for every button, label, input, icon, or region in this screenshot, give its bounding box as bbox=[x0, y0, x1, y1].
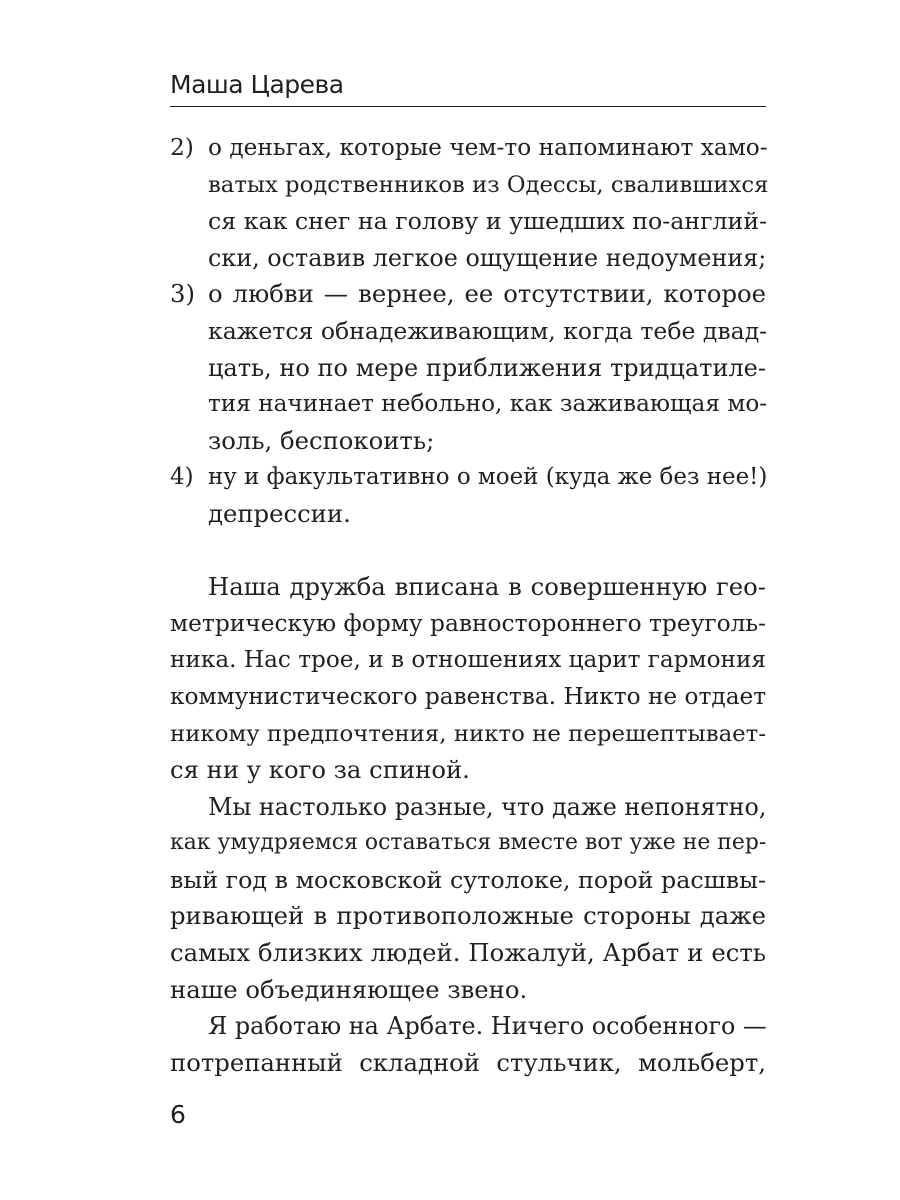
section-gap bbox=[170, 533, 766, 570]
running-header-author: Маша Царева bbox=[170, 70, 344, 99]
list-item-line: ну и факультативно о моей (куда же без нее!) bbox=[208, 464, 768, 491]
list-item bbox=[170, 130, 769, 276]
page-number: 6 bbox=[170, 1100, 186, 1129]
list-item-line: кажется обнадеживающим, когда тебе двад- bbox=[208, 316, 768, 345]
paragraph-line: Я работаю на Арбате. Ничего особенного — bbox=[208, 1012, 767, 1041]
paragraph-line: ся ни у кого за спиной. bbox=[170, 755, 470, 785]
list-item-line: ся как снег на голову и ушедших по-англий- bbox=[208, 207, 768, 236]
list-item-number: 2) bbox=[170, 134, 194, 161]
list-item-line: ватых родственников из Одессы, свалившихся bbox=[208, 171, 769, 198]
paragraph-line: потрепанный складной стульчик, мольберт, bbox=[170, 1047, 766, 1077]
paragraph-line: метрическую форму равностороннего треуголь- bbox=[170, 609, 766, 637]
list-item-line: ски, оставив легкое ощущение недоумения; bbox=[208, 243, 767, 272]
paragraph-line: Мы настолько разные, что даже непонятно, bbox=[208, 792, 767, 821]
list-item-line: цать, но по мере приближения тридцатиле- bbox=[208, 353, 766, 382]
list-item bbox=[170, 459, 766, 532]
paragraph bbox=[170, 569, 766, 789]
paragraph-line: ника. Нас трое, и в отношениях царит гармония bbox=[170, 646, 766, 674]
paragraph bbox=[170, 1008, 766, 1081]
paragraph-line: наше объединяющее звено. bbox=[170, 974, 528, 1004]
list-item bbox=[170, 276, 766, 459]
paragraph-line: ривающей в противоположные стороны даже bbox=[170, 901, 766, 931]
list-item-number: 3) bbox=[170, 279, 195, 309]
list-item-line: о любви — вернее, ее отсутствии, которое bbox=[208, 279, 766, 309]
list-item-line: о деньгах, которые чем-то напоминают хамо- bbox=[208, 134, 768, 161]
paragraph-line: самых близких людей. Пожалуй, Арбат и есть bbox=[170, 938, 766, 968]
paragraph-line: коммунистического равенства. Никто не отдает bbox=[170, 682, 767, 710]
paragraph-line: Наша дружба вписана в совершенную гео- bbox=[208, 572, 766, 602]
list-item-line: депрессии. bbox=[208, 498, 351, 528]
paragraph-line: как умудряемся оставаться вместе вот уже не пер- bbox=[170, 830, 767, 856]
paragraph bbox=[170, 789, 766, 1009]
header-rule bbox=[170, 106, 766, 107]
page-body bbox=[170, 130, 769, 1081]
paragraph-line: вый год в московской сутолоке, порой расшвы- bbox=[170, 865, 766, 894]
paragraph-line: никому предпочтения, никто не перешептывает- bbox=[170, 720, 767, 747]
list-item-line: тия начинает небольно, как заживающая мо- bbox=[208, 390, 768, 418]
list-item-number: 4) bbox=[170, 464, 194, 491]
list-item-line: золь, беспокоить; bbox=[208, 425, 435, 455]
